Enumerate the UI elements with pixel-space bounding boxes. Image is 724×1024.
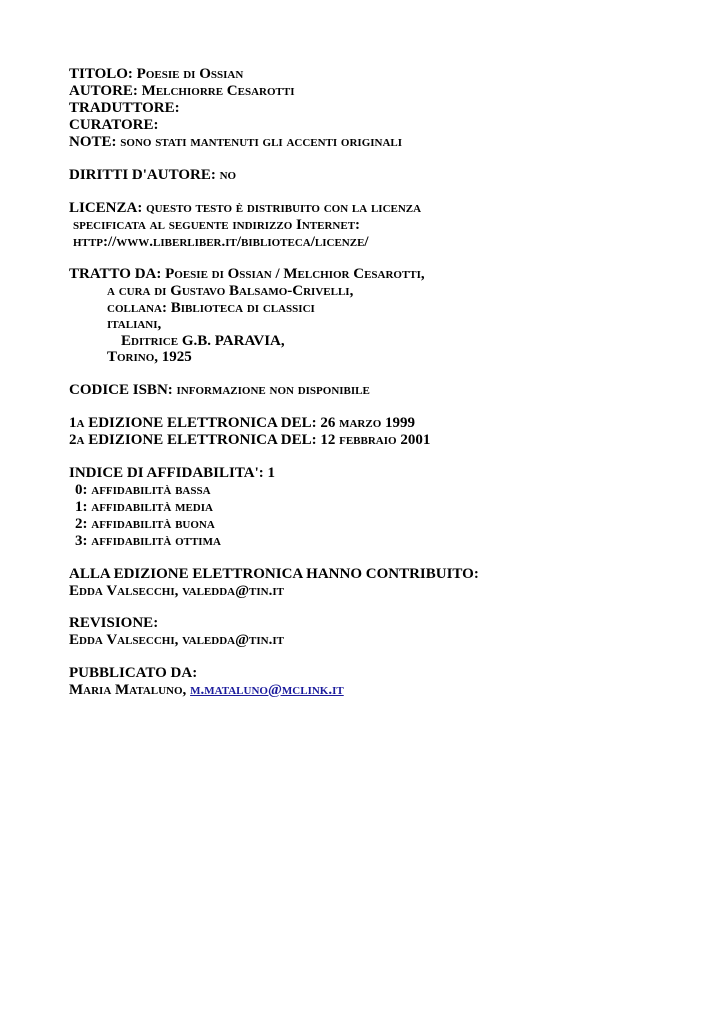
affidabilita-line bbox=[69, 465, 689, 482]
licenza-line1: questo testo è distribuito con la licenza bbox=[146, 200, 422, 216]
titolo-label: TITOLO: bbox=[69, 66, 133, 82]
titolo-value: Poesie di Ossian bbox=[136, 66, 244, 82]
tratto-label: TRATTO DA: bbox=[69, 266, 162, 282]
note-label: NOTE: bbox=[69, 134, 117, 150]
contributi-value: Edda Valsecchi, valedda@tin.it bbox=[69, 582, 284, 599]
edizione1-year: 1999 bbox=[385, 414, 416, 431]
licenza-line2: specificata al seguente indirizzo Internet: bbox=[73, 217, 361, 233]
tratto-line1: Poesie di Ossian / Melchior Cesarotti, bbox=[165, 266, 425, 282]
contributi-line bbox=[69, 566, 689, 583]
edizione1-day: 26 bbox=[320, 414, 336, 431]
edizione1-label: EDIZIONE ELETTRONICA DEL: bbox=[88, 414, 317, 431]
revisione-line bbox=[69, 615, 689, 632]
affidabilita-item bbox=[69, 499, 689, 516]
licenza-label: LICENZA: bbox=[69, 200, 143, 216]
edizione2-year: 2001 bbox=[400, 431, 431, 448]
edizione2-num: 2 bbox=[69, 431, 77, 448]
licenza-line bbox=[69, 200, 689, 217]
isbn-label: CODICE ISBN: bbox=[69, 381, 173, 398]
tratto-line4: italiani, bbox=[107, 316, 162, 332]
tratto-line3: collana: Biblioteca di classici bbox=[107, 299, 315, 316]
note-value: sono stati mantenuti gli accenti originali bbox=[120, 134, 403, 150]
diritti-value: no bbox=[219, 167, 237, 183]
tratto-line bbox=[69, 266, 689, 283]
tratto-line5: Editrice G.B. PARAVIA, bbox=[121, 332, 285, 349]
affidabilita-code: 0: bbox=[75, 481, 88, 498]
traduttore-line bbox=[69, 100, 689, 117]
affidabilita-item bbox=[69, 482, 689, 499]
edizione1-month: marzo bbox=[339, 414, 382, 431]
affidabilita-code: 1: bbox=[75, 498, 88, 515]
tratto-line2: a cura di Gustavo Balsamo-Crivelli, bbox=[107, 283, 354, 299]
curatore-line bbox=[69, 117, 689, 134]
affidabilita-item bbox=[69, 533, 689, 550]
edizione1-sub: a bbox=[76, 414, 85, 431]
document-page bbox=[69, 66, 689, 698]
edizione1-line bbox=[69, 415, 689, 432]
edizione1-num: 1 bbox=[69, 414, 77, 431]
traduttore-label: TRADUTTORE: bbox=[69, 100, 180, 116]
edizione2-sub: a bbox=[76, 431, 85, 448]
tratto-line6: Torino, 1925 bbox=[107, 349, 192, 365]
edizione2-line bbox=[69, 432, 689, 449]
affidabilita-text: affidabilità ottima bbox=[91, 532, 221, 549]
titolo-line bbox=[69, 66, 689, 83]
affidabilita-text: affidabilità buona bbox=[91, 515, 215, 532]
curatore-label: CURATORE: bbox=[69, 117, 159, 133]
pubblicato-line bbox=[69, 665, 689, 682]
edizione2-day: 12 bbox=[320, 431, 336, 448]
pubblicato-name: Maria Mataluno, bbox=[69, 681, 187, 698]
autore-line bbox=[69, 83, 689, 100]
pubblicato-label: PUBBLICATO DA: bbox=[69, 664, 198, 681]
affidabilita-code: 2: bbox=[75, 515, 88, 532]
diritti-line bbox=[69, 167, 689, 184]
pubblicato-email-link[interactable]: m.mataluno@mclink.it bbox=[190, 681, 344, 698]
note-line bbox=[69, 134, 689, 151]
isbn-line bbox=[69, 382, 689, 399]
revisione-value: Edda Valsecchi, valedda@tin.it bbox=[69, 632, 284, 648]
contributi-label: ALLA EDIZIONE ELETTRONICA HANNO CONTRIBUITO: bbox=[69, 565, 479, 582]
affidabilita-text: affidabilità bassa bbox=[91, 481, 211, 498]
diritti-label: DIRITTI D'AUTORE: bbox=[69, 167, 216, 183]
revisione-label: REVISIONE: bbox=[69, 615, 159, 631]
edizione2-month: febbraio bbox=[339, 431, 397, 448]
affidabilita-label: INDICE DI AFFIDABILITA': 1 bbox=[69, 464, 276, 481]
affidabilita-code: 3: bbox=[75, 532, 88, 549]
autore-value: Melchiorre Cesarotti bbox=[141, 83, 295, 99]
edizione2-label: EDIZIONE ELETTRONICA DEL: bbox=[88, 431, 317, 448]
isbn-value: informazione non disponibile bbox=[176, 381, 370, 398]
affidabilita-text: affidabilità media bbox=[91, 498, 213, 515]
affidabilita-item bbox=[69, 516, 689, 533]
licenza-url: http://www.liberliber.it/biblioteca/licenze/ bbox=[73, 233, 369, 250]
pubblicato-value-line bbox=[69, 682, 689, 699]
autore-label: AUTORE: bbox=[69, 83, 138, 99]
